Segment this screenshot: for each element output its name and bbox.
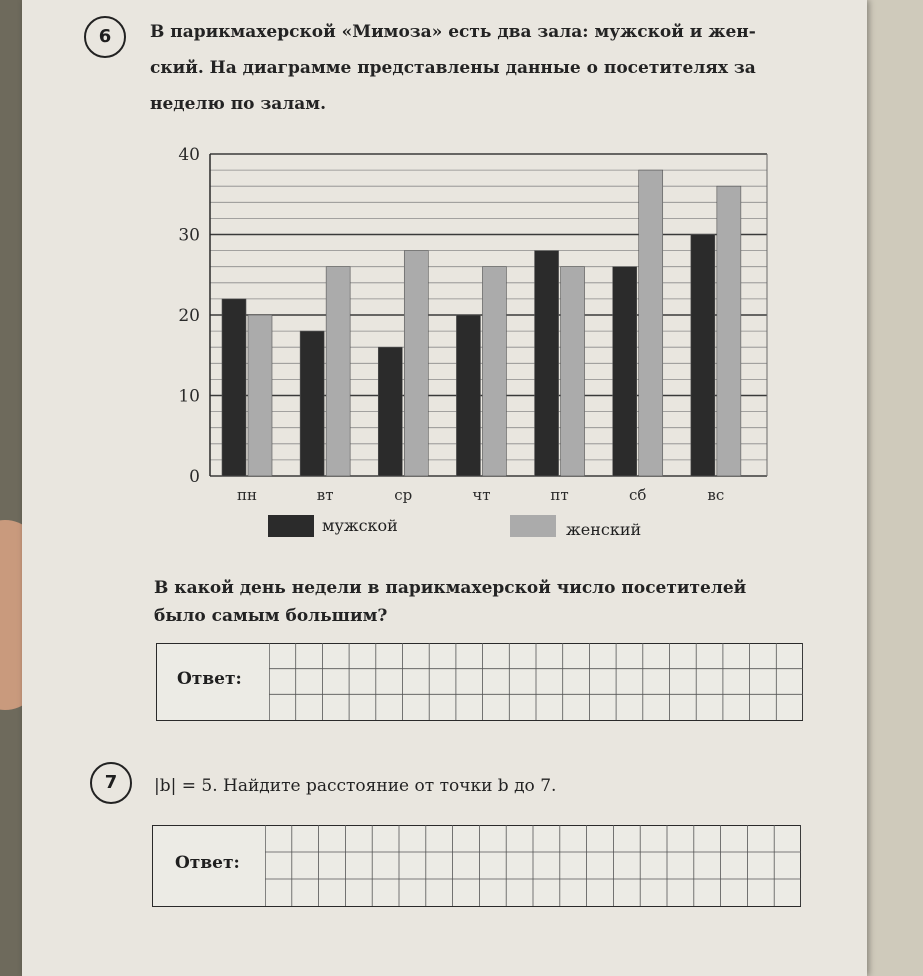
y-tick-label: 20 xyxy=(178,306,200,326)
x-tick-label: вс xyxy=(707,486,725,504)
bar-male-2 xyxy=(378,347,402,476)
y-tick-label: 0 xyxy=(189,467,200,487)
legend-label-female: женский xyxy=(566,520,642,539)
y-axis-ticks xyxy=(178,145,200,487)
x-tick-label: пт xyxy=(550,486,569,504)
bar-female-2 xyxy=(404,251,428,476)
bar-female-1 xyxy=(326,267,350,476)
task-6-question-line-1: В какой день недели в парикмахерской число посетителей xyxy=(154,578,747,598)
bar-female-3 xyxy=(482,267,506,476)
task-6-answer-grid[interactable] xyxy=(269,643,803,720)
x-tick-label: пн xyxy=(237,486,257,504)
x-tick-label: чт xyxy=(472,486,491,504)
bar-female-0 xyxy=(248,315,272,476)
x-tick-label: сб xyxy=(628,486,647,504)
task-6-text-line-1: В парикмахерской «Мимоза» есть два зала: мужской и жен- xyxy=(150,22,756,42)
bar-male-3 xyxy=(456,315,480,476)
task-7-answer-box[interactable] xyxy=(152,825,801,907)
task-6-question-line-2: было самым большим? xyxy=(154,606,388,626)
bar-chart xyxy=(162,140,782,510)
task-7-answer-label: Ответ: xyxy=(175,853,240,873)
task-7-text: |b| = 5. Найдите расстояние от точки b до 7. xyxy=(154,776,557,796)
bar-male-0 xyxy=(222,299,246,476)
legend-swatch-male xyxy=(268,515,314,537)
legend-swatch-female xyxy=(510,515,556,537)
task-7-number: 7 xyxy=(90,762,132,804)
legend-label-male: мужской xyxy=(322,516,398,535)
x-tick-label: ср xyxy=(394,486,413,504)
bar-female-5 xyxy=(639,170,663,476)
bar-male-6 xyxy=(691,235,715,477)
y-tick-label: 40 xyxy=(178,145,200,165)
task-7-answer-grid[interactable] xyxy=(265,825,801,906)
background-right xyxy=(860,0,923,976)
task-6-answer-box[interactable] xyxy=(156,643,803,721)
workbook-page xyxy=(22,0,867,976)
x-tick-label: вт xyxy=(316,486,334,504)
y-tick-label: 30 xyxy=(178,225,200,246)
bar-male-5 xyxy=(613,267,637,476)
bar-female-6 xyxy=(717,186,741,476)
task-6-text-line-3: неделю по залам. xyxy=(150,94,326,114)
y-tick-label: 10 xyxy=(178,386,200,407)
chart-bars xyxy=(222,170,741,476)
bar-male-4 xyxy=(535,251,559,476)
task-6-number: 6 xyxy=(84,16,126,58)
bar-female-4 xyxy=(561,267,585,476)
task-6-answer-label: Ответ: xyxy=(177,669,242,689)
bar-male-1 xyxy=(300,331,324,476)
x-axis-labels xyxy=(237,486,724,504)
task-6-text-line-2: ский. На диаграмме представлены данные о посетителях за xyxy=(150,58,756,78)
